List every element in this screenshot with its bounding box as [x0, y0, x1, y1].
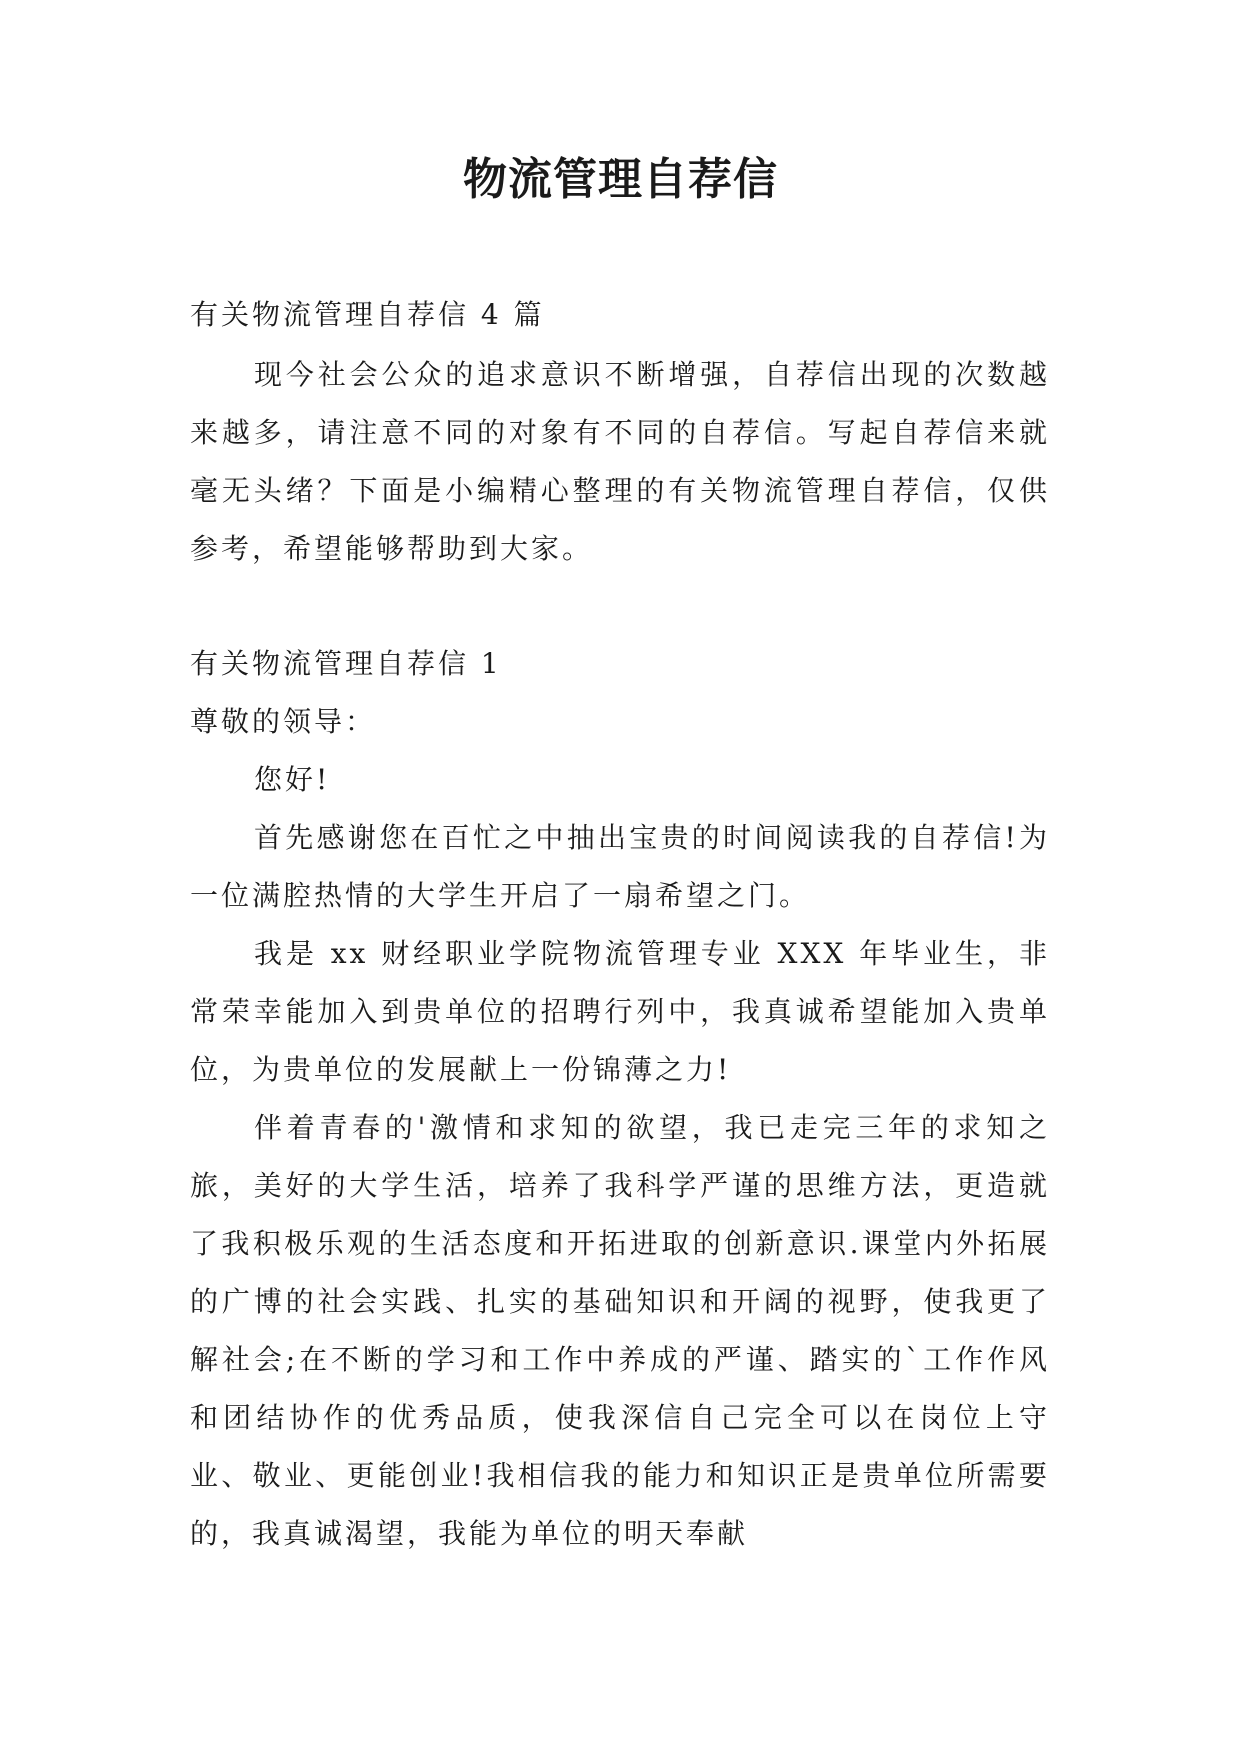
body-paragraph: 伴着青春的'激情和求知的欲望，我已走完三年的求知之旅，美好的大学生活，培养了我科学严谨的思维方法，更造就了我积极乐观的生活态度和开拓进取的创新意识.课堂内外拓展的广博的社会实践、扎实的基础知识和开阔的视野，使我更了解社会;在不断的学习和工作中养成的严谨、踏实的`工作作风和团结协作的优秀品质，使我深信自己完全可以在岗位上守业、敬业、更能创业!我相信我的能力和知识正是贵单位所需要的，我真诚渴望，我能为单位的明天奉献 [190, 1111, 1050, 1550]
letter-heading: 有关物流管理自荐信 1 [190, 647, 502, 680]
greeting: 您好! [254, 763, 331, 796]
body-paragraph: 首先感谢您在百忙之中抽出宝贵的时间阅读我的自荐信!为一位满腔热情的大学生开启了一扇希望之门。 [190, 821, 1050, 912]
salutation: 尊敬的领导： [190, 705, 377, 738]
intro-paragraph: 现今社会公众的追求意识不断增强，自荐信出现的次数越来越多，请注意不同的对象有不同的自荐信。写起自荐信来就毫无头绪？下面是小编精心整理的有关物流管理自荐信，仅供参考，希望能够帮助到大家。 [190, 358, 1050, 565]
document-title: 物流管理自荐信 [463, 154, 778, 205]
body-paragraph: 我是 xx 财经职业学院物流管理专业 XXX 年毕业生，非常荣幸能加入到贵单位的招聘行列中，我真诚希望能加入贵单位，为贵单位的发展献上一份锦薄之力! [190, 937, 1050, 1086]
document-subtitle: 有关物流管理自荐信 4 篇 [190, 298, 545, 331]
